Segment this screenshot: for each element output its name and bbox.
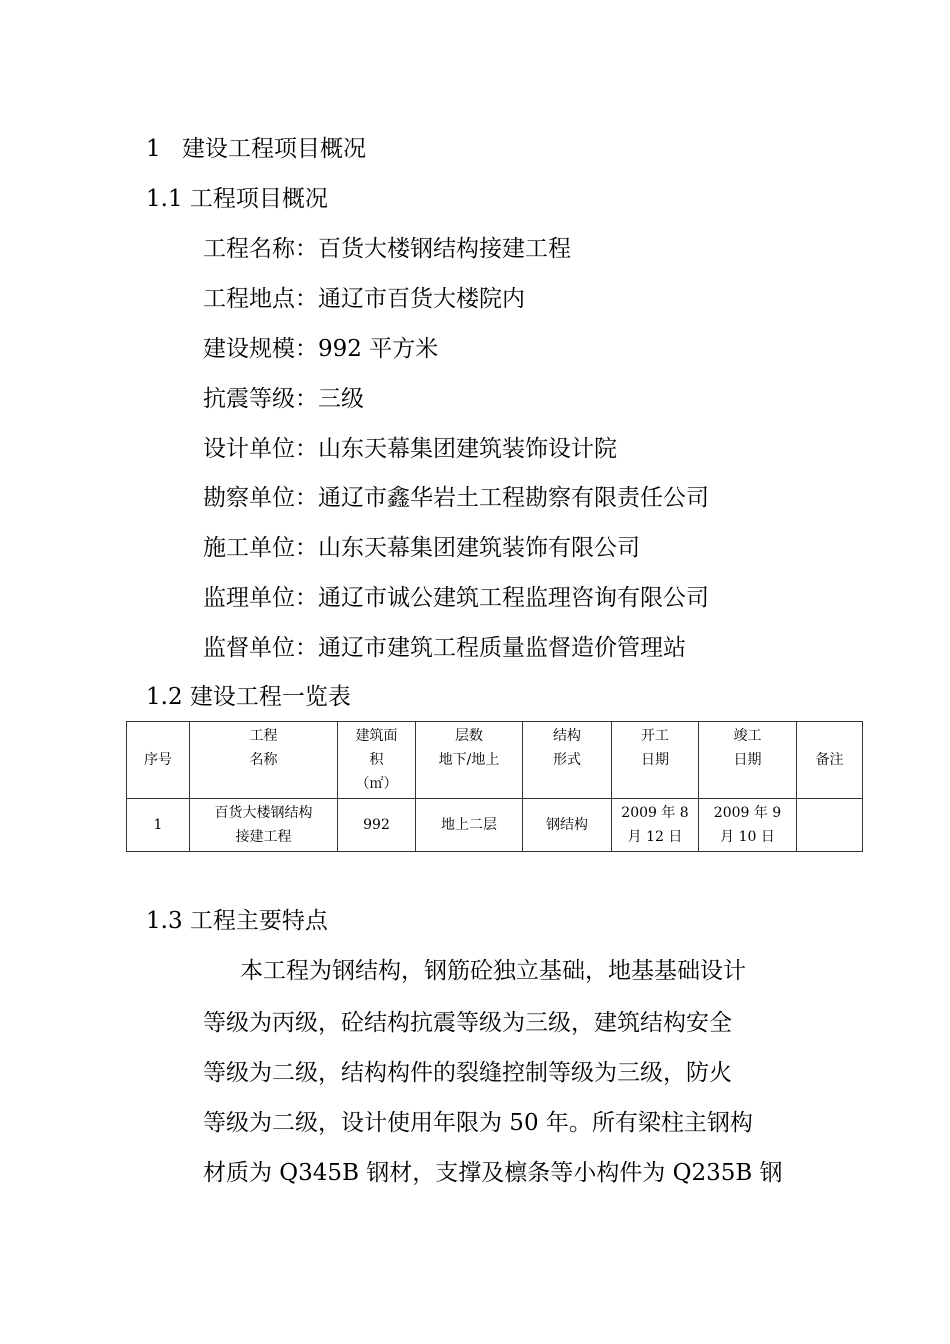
field-value: 山东天幕集团建筑装饰设计院 [318, 436, 617, 462]
section-title: 建设工程项目概况 [182, 136, 366, 162]
paragraph-line: 本工程为钢结构，钢筋砼独立基础，地基基础设计 [240, 958, 746, 984]
field-value: 992 平方米 [318, 336, 439, 362]
field-seismic-grade [203, 384, 364, 414]
field-value: 通辽市百货大楼院内 [318, 286, 525, 312]
cell-structure: 钢结构 [523, 799, 612, 852]
field-value: 通辽市鑫华岩土工程勘察有限责任公司 [318, 485, 709, 511]
cell-remarks [797, 799, 863, 852]
project-overview-table [126, 721, 863, 852]
field-supervision-unit [203, 583, 709, 613]
table-row [127, 799, 863, 852]
field-value: 百货大楼钢结构接建工程 [318, 236, 571, 262]
field-label: 监督单位： [203, 635, 318, 661]
paragraph-line: 等级为二级，结构构件的裂缝控制等级为三级，防火 [203, 1060, 732, 1086]
paragraph-line: 等级为丙级，砼结构抗震等级为三级，建筑结构安全 [203, 1010, 732, 1036]
field-label: 勘察单位： [203, 485, 318, 511]
header-cell-structure: 结构 形式 [523, 722, 612, 799]
field-label: 设计单位： [203, 436, 318, 462]
section-1-3-heading: 1.3 工程主要特点 [146, 908, 328, 934]
field-label: 建设规模： [203, 336, 318, 362]
header-cell-floors: 层数 地下/地上 [416, 722, 523, 799]
field-value: 通辽市诚公建筑工程监理咨询有限公司 [318, 585, 709, 611]
header-cell-remarks: 备注 [797, 722, 863, 799]
header-cell-completion-date: 竣工 日期 [699, 722, 797, 799]
header-cell-index: 序号 [127, 722, 190, 799]
field-design-unit [203, 434, 617, 464]
field-project-name [203, 234, 571, 264]
header-cell-start-date: 开工 日期 [612, 722, 699, 799]
field-label: 监理单位： [203, 585, 318, 611]
cell-project-name: 百货大楼钢结构 接建工程 [190, 799, 338, 852]
section-1-2-heading: 1.2 建设工程一览表 [146, 684, 351, 710]
cell-area: 992 [338, 799, 416, 852]
field-label: 工程名称： [203, 236, 318, 262]
field-label: 工程地点： [203, 286, 318, 312]
field-value: 通辽市建筑工程质量监督造价管理站 [318, 635, 686, 661]
field-construction-unit [203, 533, 640, 563]
field-survey-unit [203, 483, 709, 513]
paragraph-line: 材质为 Q345B 钢材，支撑及檩条等小构件为 Q235B 钢 [203, 1160, 783, 1186]
header-cell-area: 建筑面 积 （㎡） [338, 722, 416, 799]
field-oversight-unit [203, 633, 686, 663]
field-value: 山东天幕集团建筑装饰有限公司 [318, 535, 640, 561]
field-scale [203, 334, 438, 364]
field-value: 三级 [318, 386, 364, 412]
paragraph-line: 等级为二级，设计使用年限为 50 年。所有梁柱主钢构 [203, 1110, 753, 1136]
table-header-row [127, 722, 863, 799]
section-number: 1 [146, 136, 161, 162]
cell-index: 1 [127, 799, 190, 852]
header-cell-project-name: 工程 名称 [190, 722, 338, 799]
section-1-1-heading: 1.1 工程项目概况 [146, 186, 328, 212]
field-label: 抗震等级： [203, 386, 318, 412]
cell-start-date: 2009 年 8 月 12 日 [612, 799, 699, 852]
cell-floors: 地上二层 [416, 799, 523, 852]
section-1-heading [146, 134, 366, 164]
field-label: 施工单位： [203, 535, 318, 561]
field-project-location [203, 284, 525, 314]
cell-completion-date: 2009 年 9 月 10 日 [699, 799, 797, 852]
